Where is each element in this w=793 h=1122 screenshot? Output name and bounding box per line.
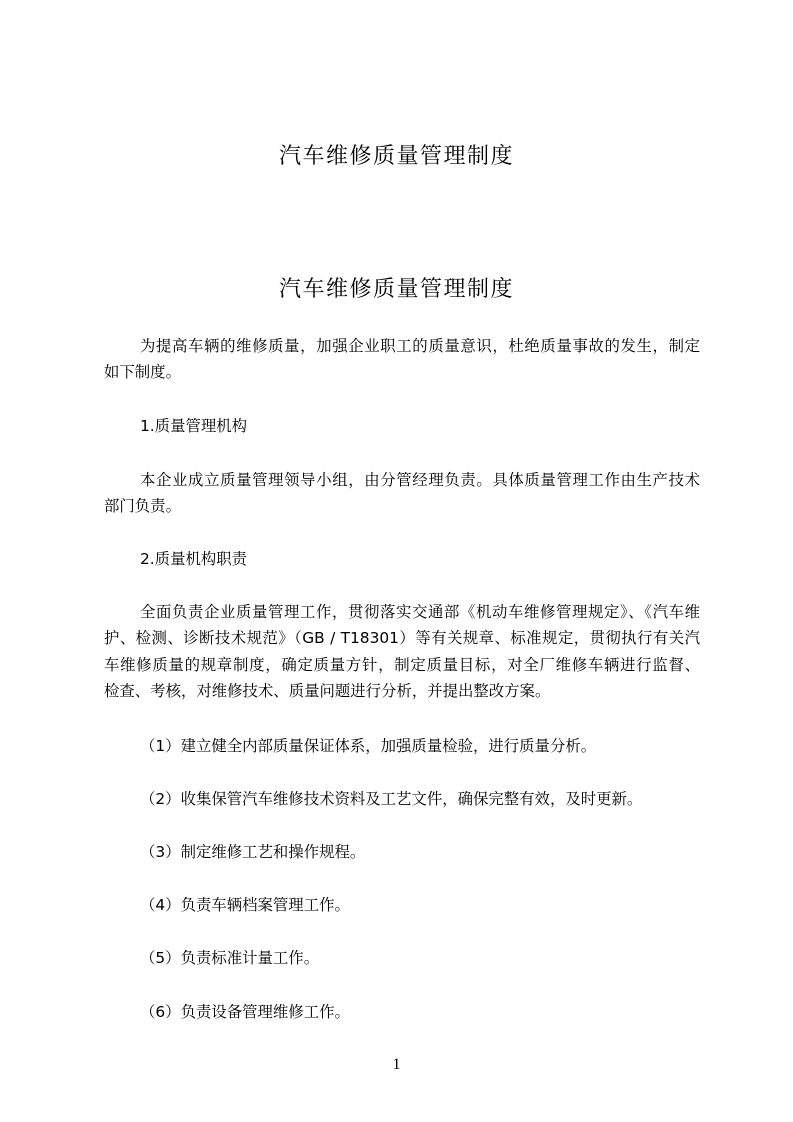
section-heading: 2.质量机构职责: [140, 550, 248, 568]
list-item: （6）负责设备管理维修工作。: [140, 1003, 350, 1021]
intro-paragraph: [104, 333, 700, 386]
paragraph-line: 车维修质量的规章制度，确定质量方针，制定质量目标，对全厂维修车辆进行监督、: [104, 655, 700, 674]
duty-item-5: [104, 945, 700, 971]
list-item: （1）建立健全内部质量保证体系，加强质量检验，进行质量分析。: [140, 737, 597, 755]
list-item: （4）负责车辆档案管理工作。: [140, 896, 350, 914]
duty-item-3: [104, 839, 700, 865]
list-item: （5）负责标准计量工作。: [140, 949, 320, 967]
duty-item-1: [104, 733, 700, 759]
section-heading: 1.质量管理机构: [140, 417, 248, 435]
section1-heading: [104, 413, 700, 439]
duty-item-6: [104, 999, 700, 1025]
duty-item-4: [104, 892, 700, 918]
section2-heading: [104, 546, 700, 572]
paragraph-line: 部门负责。: [104, 497, 181, 516]
intro-line: 如下制度。: [104, 363, 181, 382]
intro-line: 为提高车辆的维修质量，加强企业职工的质量意识，杜绝质量事故的发生，制定: [140, 337, 700, 355]
duty-item-2: [104, 786, 700, 812]
list-item: （3）制定维修工艺和操作规程。: [140, 843, 366, 861]
page-number: 1: [392, 1056, 401, 1073]
document-title: 汽车维修质量管理制度: [278, 144, 514, 169]
paragraph-line: 全面负责企业质量管理工作，贯彻落实交通部《机动车维修管理规定》、《汽车维: [140, 603, 700, 621]
document-subtitle: 汽车维修质量管理制度: [278, 277, 514, 302]
paragraph-line: 本企业成立质量管理领导小组，由分管经理负责。具体质量管理工作由生产技术: [140, 471, 700, 489]
section1-paragraph: [104, 467, 700, 520]
paragraph-line: 护、检测、诊断技术规范》（GB / T18301）等有关规章、标准规定，贯彻执行有关汽: [104, 629, 700, 648]
list-item: （2）收集保管汽车维修技术资料及工艺文件，确保完整有效，及时更新。: [140, 790, 643, 808]
section2-paragraph: [104, 599, 700, 704]
paragraph-line: 检查、考核，对维修技术、质量问题进行分析，并提出整改方案。: [104, 681, 551, 700]
